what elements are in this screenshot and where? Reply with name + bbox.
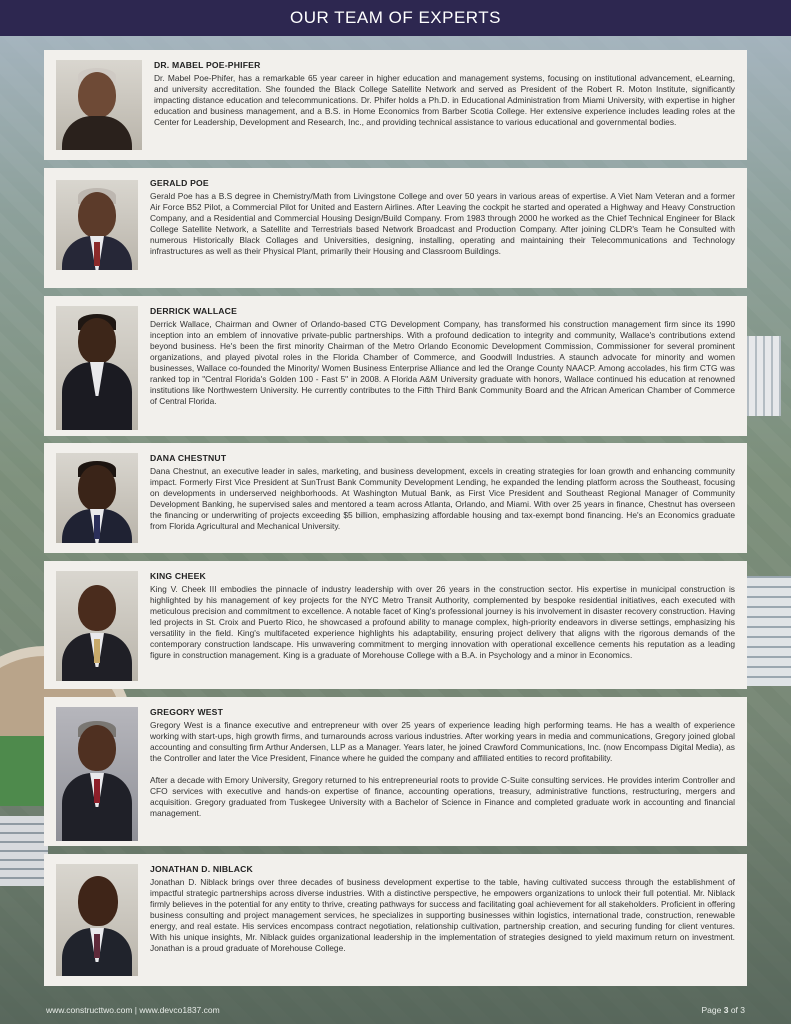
expert-card [44,697,747,846]
expert-card [44,561,747,689]
building-shape [741,336,781,416]
expert-name: DANA CHESTNUT [150,453,227,463]
footer-links: www.constructtwo.com | www.devco1837.com [46,1005,220,1015]
expert-text [150,571,735,681]
expert-portrait [56,180,138,270]
expert-text [150,453,735,545]
expert-text [150,306,735,428]
page-current: 3 [723,1005,729,1015]
expert-text [150,178,735,280]
expert-portrait [56,306,138,430]
expert-card [44,443,747,553]
page-title: OUR TEAM OF EXPERTS [289,8,502,27]
expert-name: KING CHEEK [150,571,206,581]
expert-name: GREGORY WEST [150,707,224,717]
expert-text [154,60,735,152]
expert-portrait [56,60,142,150]
expert-name: GERALD POE [150,178,209,188]
expert-bio: Derrick Wallace, Chairman and Owner of Orlando-based CTG Development Company, has transformed his construction management firm since its 1990 inception into an emblem of innovative private-public partnerships. With a profound dedication to integrity and community, Wallace's contributions extend beyond business. He's been the first minority Chairman of the Metro Orlando Economic Development Commission, Commissioner for several prominent organizations, and played pivotal roles in the Florida Chamber of Commerce, and Goodwill Industries. A staunch advocate for minority and women businesses, Wallace co-founded the Minority/ Women Business Enterprise Alliance and led the Orange County NAACP. Among accolades, his firm CTG was ranked top in "Central Florida's Golden 100 - Fast 5" in 2008. A Florida A&M University graduate with honors, Wallace continued his education at renowned institutions like Northwestern University. He currently contributes to the Fifth Third Bank Community Board and the African American Chamber of Commerce of Central Florida. [150,319,735,406]
expert-bio: King V. Cheek III embodies the pinnacle of industry leadership with over 26 years in the construction sector. His expertise in municipal construction is highlighted by his management of key projects for the NYC Metro Transit Authority, complemented by bespoke residential initiatives, each executed with meticulous precision and commitment to excellence. A notable facet of King's professional journey is his involvement in disaster recovery construction. Having led projects in St. Croix and Puerto Rico, he showcased a profound ability to manage complex, high-priority endeavors in diverse settings, emphasizing his versatility in the field. King's multifaceted experience highlights his adaptability, ensuring project delivery that aligns with the rigorous demands of the contemporary construction landscape. His unwavering commitment to merging innovation with operational excellence cements his reputation as a leading figure in construction management. King is a graduate of Morehouse College with a B.A. in Psychology and a minor in Economics. [150,584,735,660]
expert-name: DR. MABEL POE-PHIFER [154,60,261,70]
expert-name: JONATHAN D. NIBLACK [150,864,253,874]
expert-card [44,296,747,436]
page-suffix: of 3 [730,1005,745,1015]
expert-portrait [56,571,138,681]
expert-text [150,864,735,978]
expert-card [44,50,747,160]
expert-bio: After a decade with Emory University, Gregory returned to his entrepreneurial roots to provide C-Suite consulting services. He provides interim Controller and CFO services with executive and hands-on expertise of finance, accounting operations, treasury, administrative functions, restructuring, mergers and acquisition. Gregory graduated from Tuskegee University with a Bachelor of Science in Finance and completed graduate work in accounting and financial management. [150,775,735,818]
expert-bio: Gerald Poe has a B.S degree in Chemistry/Math from Livingstone College and over 50 years in various areas of expertise. A Viet Nam Veteran and a former Air Force B52 Pilot, a Commercial Pilot for United and Eastern Airlines. After Leaving the cockpit he started and operated a Highway and Heavy Construction Company, and a Residential and Commercial Housing Design/Build Company. From 1983 through 2000 he worked as the Chief Technical Engineer for Black College Satellite Network, a Satellite and Terrestrials based Network Broadcast and Production Company. After joining CLDR's Team he Consulted with numerous Historically Black Collages and Universities, designing, installing, operating and maintaining their Telecommunications and Technology infrastructures as well as their Physical Plant, primarily their Housing and Classroom Buildings. [150,191,735,256]
expert-card [44,168,747,288]
page-number [701,1005,745,1015]
expert-name: DERRICK WALLACE [150,306,238,316]
expert-bio: Jonathan D. Niblack brings over three decades of business development expertise to the table, having cultivated success through the establishment of impactful strategic partnerships across diverse industries. With a distinctive perspective, he empowers organizations to unlock their full potential. Mr. Niblack firmly believes in the potential for any entity to thrive, creating pathways for success and facilitating goal achievement for all stakeholders. Proficient in offering business consulting and project management services, he specializes in supporting businesses within logistics, international trade, construction, renewable energy, and real estate. His services encompass contract negotiation, relationship cultivation, partnership creation, and securing funding for client ventures. With his unique insights, Mr. Niblack guides organizational leadership in the implementation of strategies designed to yield maximum return on investment. Jonathan is a proud graduate of Morehouse College. [150,877,735,953]
page-prefix: Page [701,1005,722,1015]
building-shape [0,816,48,886]
expert-text [150,707,735,838]
expert-bio: Gregory West is a finance executive and entrepreneur with over 25 years of experience leading high performing teams. He has a wealth of experience working with start-ups, high growth firms, and turnarounds across various industries. After working years in media and communications, Gregory joined global accounting and consulting firm Arthur Andersen, LLP as a Manager. Years later, he joined Crawford Communications, Inc. (now Encompass Digital Media), as the Controller and later the Vice President, Finance where he guided the company and affiliated entities to record profitability. [150,720,735,763]
expert-bio: Dana Chestnut, an executive leader in sales, marketing, and business development, excels in creating strategies for loan growth and enhancing community impact. Formerly First Vice President at SunTrust Bank Community Development Lending, he expanded the lending platform across the Southeast, focusing on developments in underserved neighborhoods. At Washington Mutual Bank, as First Vice President and Southeast Regional Manager of Community Development Banking, he supervised sales and mentored a team across Atlanta, Orlando, and Miami. With over 25 years in finance, Chestnut has overseen the financing or underwriting of projects exceeding $5 billion, emphasizing affordable housing and tax-exempt bond financing. He's an Economics graduate from Florida Agricultural and Mechanical University. [150,466,735,531]
expert-portrait [56,707,138,841]
expert-card [44,854,747,986]
expert-portrait [56,864,138,976]
expert-bio: Dr. Mabel Poe-Phifer, has a remarkable 65 year career in higher education and management systems, focusing on institutional advancement, eLearning, and university accreditation. She founded the Black College Satellite Network and served as President of the Robert R. Moton Institute, significantly impacting distance education and telecommunications. Dr. Phifer holds a Ph.D. in Educational Administration from Miami University, with expertise in higher education and business management, and a B.S. in Home Economics from Barber Scotia College. Her extensive experience includes leading roles at the Center for Leadership, Development and Research, Inc., and providing technical assistance to various educational and governmental bodies. [154,73,735,127]
page-header [0,0,791,36]
expert-portrait [56,453,138,543]
